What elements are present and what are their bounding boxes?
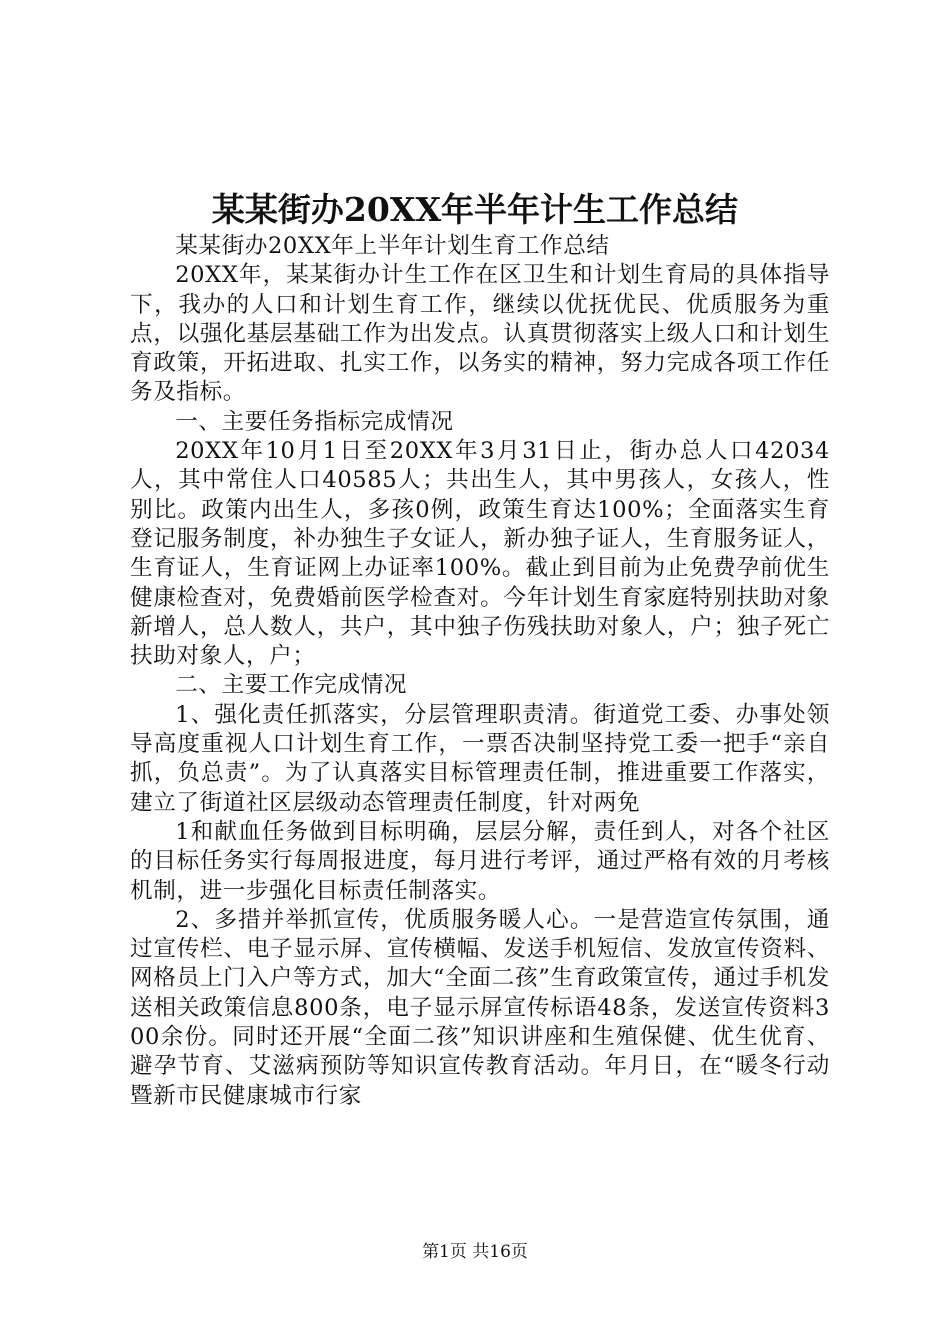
paragraph-targets: 1和献血任务做到目标明确，层层分解，责任到人，对各个社区的目标任务实行每周报进度，每月进行考评，通过严格有效的月考核机制，进一步强化目标责任制落实。 — [130, 818, 830, 904]
paragraph-publicity: 2、多措并举抓宣传，优质服务暖人心。一是营造宣传氛围，通过宣传栏、电子显示屏、宣传横幅、发送手机短信、发放宣传资料、网格员上门入户等方式，加大“全面二孩”生育政策宣传，通过手机发送相关政策信息800条，电子显示屏宣传标语48条，发送宣传资料300余份。同时还开展“全面二孩”知识讲座和生殖保健、优生优育、避孕节育、艾滋病预防等知识宣传教育活动。年月日，在“暖冬行动暨新市民健康城市行家 — [130, 906, 830, 1109]
document-body — [130, 232, 830, 1111]
paragraph-intro: 20XX年，某某街办计生工作在区卫生和计划生育局的具体指导下，我办的人口和计划生育工作，继续以优抚优民、优质服务为重点，以强化基层基础工作为出发点。认真贯彻落实上级人口和计划生育政策，开拓进取、扎实工作，以务实的精神，努力完成各项工作任务及指标。 — [130, 262, 830, 406]
document-title: 某某街办20XX年半年计生工作总结 — [211, 190, 739, 229]
paragraph-indicators: 20XX年10月1日至20XX年3月31日止，街办总人口42034人，其中常住人口40585人；共出生人，其中男孩人，女孩人，性别比。政策内出生人，多孩0例，政策生育达100%；全面落实生育登记服务制度，补办独生子女证人，新办独子证人，生育服务证人，生育证人，生育证网上办证率100%。截止到目前为止免费孕前优生健康检查对，免费婚前医学检查对。今年计划生育家庭特别扶助对象新增人，总人数人，共户，其中独子伤残扶助对象人，户；独子死亡扶助对象人，户； — [130, 438, 830, 670]
section-heading-1: 一、主要任务指标完成情况 — [175, 408, 454, 435]
section-heading-2: 二、主要工作完成情况 — [175, 672, 408, 699]
paragraph-subtitle: 某某街办20XX年上半年计划生育工作总结 — [175, 233, 610, 259]
paragraph-responsibility: 1、强化责任抓落实，分层管理职责清。街道党工委、办事处领导高度重视人口计划生育工作，一票否决制坚持党工委一把手“亲自抓，负总责”。为了认真落实目标管理责任制，推进重要工作落实，建立了街道社区层级动态管理责任制度，针对两免 — [130, 701, 830, 816]
page-number-footer: 第1页 共16页 — [422, 1242, 528, 1262]
